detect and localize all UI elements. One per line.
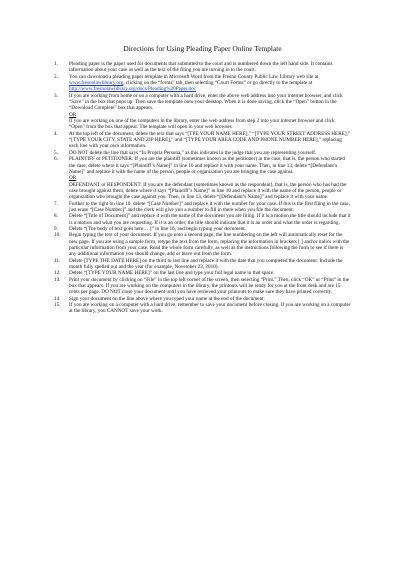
item-number: 14.: [54, 295, 61, 302]
item-text: , clicking on the “forms” tab, then selecting “Court Forms” or go directly to the template at: [123, 80, 313, 87]
list-item: [54, 277, 351, 296]
item-number: 7.: [54, 200, 58, 207]
list-item: [54, 156, 351, 200]
item-text: DO NOT delete the line that says “In Propria Persona,” as this indicates to the judge that you are representing yourself.: [69, 149, 317, 156]
item-text: Delete “[The body of text goes here….]” in line 16, and begin typing your document.: [69, 225, 247, 232]
item-text: If you are working from home or on a computer with a hard drive, enter the above web address into your internet browser, and click “Save” in the box that pops up. Then save the template onto your desktop. When it is done saving, click the “Open” button in the “Download Complete” box that appears.: [69, 92, 343, 112]
list-item: [54, 201, 351, 214]
item-text: If you are working on a computer with a hard drive, remember to save your document before closing. If you are working on a computer at the library, you CANNOT save your work.: [69, 302, 351, 315]
item-text: At the top left of the document, delete the text that says “[TPE YOUR NAME HERE],” “[TYPE YOUR STREET ADDRESS HERE],” “[TYPE YOUR CITY, STATE AND ZIP HERE],” and “[TYPE YOUR AREA CODE AND PHONE NUMBER HERE],” replacing each line with your own information.: [69, 130, 351, 150]
item-text: Delete “[TYPE YOUR NAME HERE]” on the last line and type your full legal name in that space.: [69, 270, 275, 277]
or-separator: OR: [69, 111, 77, 118]
list-item: [54, 258, 351, 271]
or-separator: OR: [69, 175, 77, 182]
item-number: 11.: [54, 257, 61, 264]
item-text: Further to the right on line 10, delete “[Case Number]” and replace it with the number for your case. If this is the first filing in the case, just erase “[Case Number]” and the clerk will give you a number to fill in there when you file the document.: [69, 200, 350, 213]
item-number: 5.: [54, 149, 58, 156]
item-number: 4.: [54, 130, 58, 137]
item-text-alt: DEFENDANT or RESPONDENT: If you are the defendant (sometimes known as the respondent), that is, the person who has had the case brought against them, delete where it says “[Plaintiff’s Name]” in line 10 and replace it with the name of the person, people or organization who brought the case against you. Then, in line 13, delete “[Defendant’s Name]” and replace it with your name.: [69, 181, 347, 201]
item-number: 12.: [54, 270, 61, 277]
document-title: Directions for Using Pleading Paper Online Template: [123, 44, 282, 53]
list-item: [54, 131, 351, 150]
item-number: 9.: [54, 225, 58, 232]
item-text: Delete [TYPE THE DATE HERE] on the third to last line and replace it with the date that you completed the document. Include the month fully spelled out and the year (for example, November 23, 2010).: [69, 257, 343, 270]
item-text: PLAINTIFF or PETITIONER: If you are the plaintiff (sometimes known as the petitioner) in the case, that is, the person who started the case, delete where it says “[Plaintiff’s Name]” in line 10 and replace it with your name. Then, in line 13, delete “[Defendant’s Name]” and replace it with the name of the person, people or organization you are bringing the case against.: [69, 156, 345, 175]
item-number: 1.: [54, 61, 58, 67]
item-number: 3.: [54, 92, 58, 99]
item-number: 8.: [54, 213, 58, 220]
instruction-list: [54, 61, 351, 315]
list-item: [54, 61, 351, 74]
item-text: Sign your document on the line above where you typed your name at the end of the document.: [69, 295, 265, 302]
item-text: Pleading paper is the paper used for documents that submitted to the court and is numbered down the left hand side. It contains information about your case as well as the text of the filing you are turning in to the court.: [69, 61, 333, 74]
list-item: [54, 302, 351, 315]
item-text: You can download a pleading paper template in Microsoft Word from the Fresno County Public Law Library web site at: [69, 73, 319, 80]
list-item: [54, 93, 351, 131]
template-link[interactable]: http://www.fresnolawlibrary.org/docs/Pleading%20Paper.doc: [69, 86, 197, 93]
item-number: 10.: [54, 232, 61, 239]
list-item: [54, 74, 351, 93]
item-text: Delete “[Title of Document]” and replace it with the name of the document you are filing. If it is a motion the title should include that it is a motion and what you are requesting. If it is an order, the title should indicate that it is an order and what the order is regarding.: [69, 213, 351, 226]
item-number: 13.: [54, 276, 61, 283]
list-item: [54, 232, 351, 257]
item-text: Print your document by clicking on “File” in the top left corner of the screen, then selecting “Print.” Then, click “OK” or “Print” in the box that appears. If you are working on the computers in the library, the printouts will be ready for you at the front desk and are 15 cents per page. DO NOT close your document until you have retrieved your printouts to make sure they have printed correctly.: [69, 276, 350, 296]
item-text-alt: If you are working on one of the computers in the library, enter the web address from step 2 into your internet browser and click “Open” from the box that appear. The template will open in your web browser.: [69, 118, 335, 131]
list-item: [54, 213, 351, 226]
item-number: 15.: [54, 302, 61, 309]
item-text: Begin typing the text of your document. If you go onto a second page, the line numbering on the left will automatically reset for the new page. If you are using a sample form, retype the text from the form, replacing the information in brackets [ ] and/or italics with the particular information from your case. Read the whole form carefully, as well as the instructions following the form to see if there is any additional information you should change, add or leave out from the form.: [69, 232, 350, 258]
law-library-link[interactable]: www.fresnolawlibrary.org: [69, 80, 124, 87]
item-number: 6.: [54, 156, 58, 163]
item-number: 2.: [54, 73, 58, 80]
